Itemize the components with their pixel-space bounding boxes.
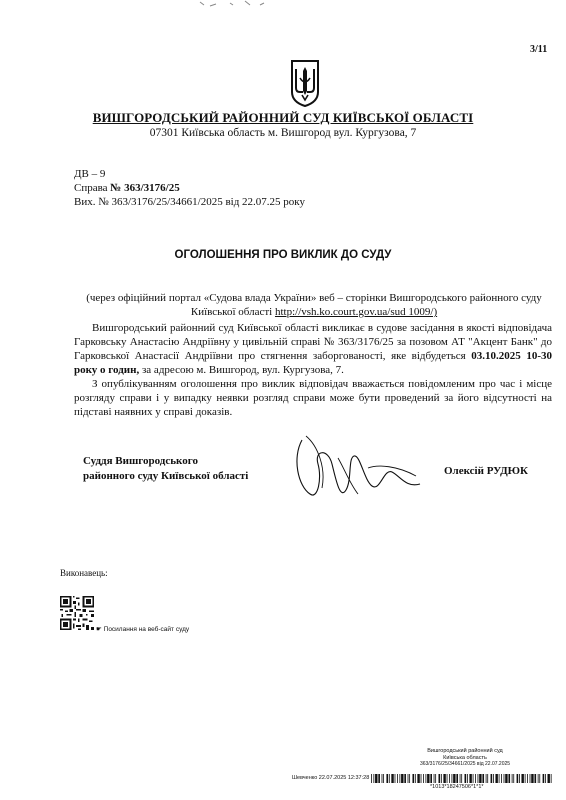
barcode-bar	[453, 774, 455, 783]
barcode-bar	[531, 774, 533, 783]
barcode-bar	[478, 774, 479, 783]
barcode-bar	[493, 774, 494, 783]
barcode-bar	[434, 774, 435, 783]
barcode-bar	[467, 774, 468, 783]
case-number	[74, 182, 180, 195]
barcode-bar	[499, 774, 500, 783]
barcode-bar	[409, 774, 410, 783]
barcode-bar	[447, 774, 448, 783]
barcode-bar	[483, 774, 485, 783]
barcode-bar	[421, 774, 422, 783]
barcode-bar	[538, 774, 539, 783]
barcode-bar	[512, 774, 513, 783]
barcode	[371, 774, 552, 783]
barcode-number: *1013*18247506*1*1*	[430, 784, 484, 790]
stamp-line-2: Київська область	[443, 754, 487, 761]
barcode-bar	[475, 774, 476, 783]
stamp-line-1: Вишгородський районний суд	[427, 748, 503, 754]
hearing-datetime: 03.10.2025 10-30 року о годин,	[74, 350, 552, 376]
court-address: 07301 Київська область м. Вишгород вул. Кургузова, 7	[149, 127, 417, 139]
barcode-bar	[465, 774, 467, 783]
qr-caption-text: Посилання на веб-сайт суду	[103, 626, 190, 633]
barcode-bar	[519, 774, 520, 783]
qr-code[interactable]	[60, 596, 94, 630]
barcode-bar	[452, 774, 453, 783]
case-number-value: № 363/3176/25	[110, 182, 180, 194]
page-number: 3/11	[530, 44, 548, 55]
barcode-bar	[441, 774, 442, 783]
barcode-bar	[387, 774, 389, 783]
barcode-bar	[488, 774, 489, 783]
barcode-bar	[535, 774, 537, 783]
barcode-bar	[517, 774, 519, 783]
registration-stamp	[400, 748, 530, 768]
outgoing-number: Вих. № 363/3176/25/34661/2025 від 22.07.25 року	[74, 196, 305, 208]
coat-of-arms-icon	[289, 58, 321, 108]
document-title: ОГОЛОШЕННЯ ПРО ВИКЛИК ДО СУДУ	[174, 249, 392, 261]
barcode-bar	[427, 774, 429, 783]
barcode-bar	[389, 774, 390, 783]
barcode-bar	[543, 774, 545, 783]
barcode-bar	[522, 774, 524, 783]
barcode-bar	[530, 774, 531, 783]
judge-title-line-2: районного суду Київської області	[83, 470, 249, 482]
globe-icon: ☛	[96, 626, 102, 633]
barcode-bar	[374, 774, 375, 783]
judge-name: Олексій РУДЮК	[444, 465, 529, 477]
barcode-bar	[514, 774, 515, 783]
barcode-bar	[415, 774, 416, 783]
judge-title-line-1: Суддя Вишгородського	[83, 455, 198, 467]
barcode-bar	[405, 774, 407, 783]
barcode-bar	[397, 774, 398, 783]
barcode-bar	[401, 774, 403, 783]
barcode-bar	[439, 774, 441, 783]
barcode-bar	[473, 774, 474, 783]
barcode-bar	[392, 774, 394, 783]
barcode-bar	[423, 774, 424, 783]
barcode-bar	[486, 774, 487, 783]
barcode-row	[292, 773, 552, 783]
barcode-bar	[444, 774, 446, 783]
barcode-bar	[395, 774, 396, 783]
barcode-bar	[383, 774, 384, 783]
barcode-bar	[479, 774, 481, 783]
barcode-bar	[504, 774, 505, 783]
barcode-bar	[379, 774, 381, 783]
judge-title	[83, 454, 248, 484]
court-name: ВИШГОРОДСЬКИЙ РАЙОННИЙ СУД КИЇВСЬКОЇ ОБЛАСТІ	[92, 110, 474, 125]
barcode-bar	[431, 774, 433, 783]
barcode-bar	[371, 774, 372, 783]
court-website-link[interactable]: http://vsh.ko.court.gov.ua/sud 1009/)	[274, 306, 438, 318]
barcode-bar	[505, 774, 507, 783]
executor-label: Виконавець:	[60, 568, 108, 578]
barcode-bar	[436, 774, 437, 783]
barcode-bar	[527, 774, 528, 783]
barcode-bar	[375, 774, 377, 783]
barcode-bar	[462, 774, 463, 783]
barcode-bar	[491, 774, 493, 783]
paragraph-1-end: за адресою м. Вишгород, вул. Кургузова, 7.	[139, 364, 344, 376]
handwritten-signature	[288, 428, 428, 508]
barcode-bar	[470, 774, 472, 783]
notice-body	[74, 321, 552, 419]
stamp-line-3: 363/3176/25/34661/2025 від 22.07.2025	[419, 761, 511, 767]
barcode-bar	[509, 774, 511, 783]
barcode-bar	[545, 774, 546, 783]
document-code: ДВ – 9	[74, 168, 106, 180]
publication-note-text: (через офіційний портал «Судова влада України» веб – сторінки Вишгородського районного суду Київської області	[86, 292, 542, 318]
scan-marks	[170, 0, 290, 10]
notice-paragraph-2: З опублікуванням оголошення про виклик відповідач вважається повідомленим про час і місце розгляду справи і у випадку неявки розгляд справи може бути проведений за його відсутності на підставі наявних у справі доказів.	[74, 378, 552, 418]
barcode-bar	[540, 774, 541, 783]
barcode-bar	[460, 774, 461, 783]
barcode-bar	[413, 774, 415, 783]
barcode-bar	[525, 774, 526, 783]
barcode-bar	[426, 774, 427, 783]
notice-paragraph-1	[74, 321, 552, 377]
barcode-bar	[400, 774, 401, 783]
qr-caption	[96, 625, 189, 633]
barcode-bar	[501, 774, 502, 783]
barcode-bar	[418, 774, 420, 783]
case-label: Справа	[74, 182, 108, 194]
barcode-bar	[548, 774, 550, 783]
publication-note	[74, 291, 554, 319]
paragraph-1-start: Вишгородський районний суд Київської області викликає в судове засідання в якості відповідача Гарковську Анастасію Андріївну у цивільній справі № 363/3176/25 за позовом АТ "Акцент Банк" до Гарковської Анастасії Андріївни про стягнення заборгованості, яке відбудеться	[74, 322, 552, 362]
barcode-bar	[382, 774, 383, 783]
barcode-bar	[551, 774, 552, 783]
barcode-signer-info: Шевченко 22.07.2025 12:37:28	[292, 775, 370, 781]
barcode-bar	[496, 774, 498, 783]
barcode-bar	[457, 774, 459, 783]
barcode-bar	[449, 774, 450, 783]
barcode-bar	[408, 774, 409, 783]
